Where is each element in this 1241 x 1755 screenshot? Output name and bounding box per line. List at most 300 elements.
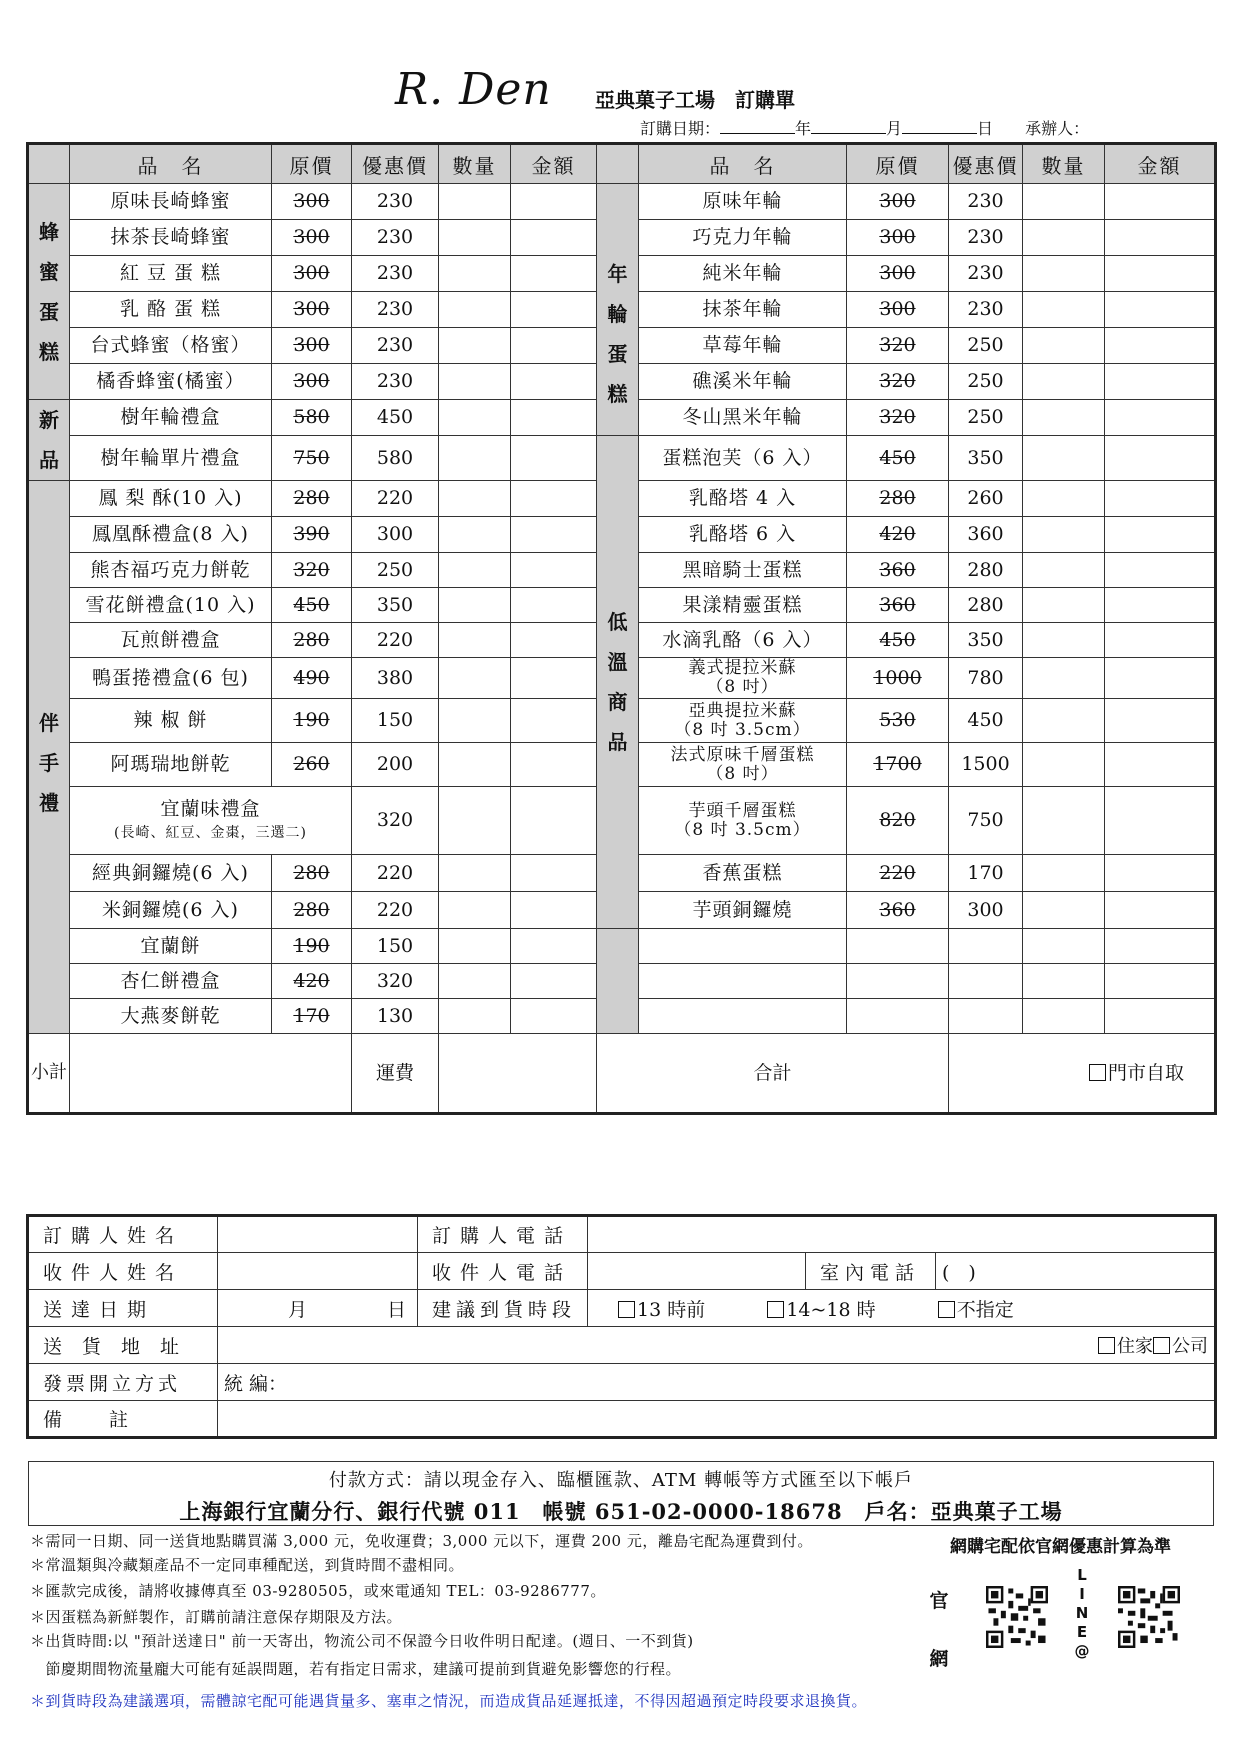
left-item-disc-price bbox=[352, 292, 439, 328]
memo-label: 備 註 bbox=[28, 1401, 218, 1438]
month-field[interactable] bbox=[811, 120, 886, 134]
right-item-name bbox=[639, 553, 847, 588]
left-item-name-label: 橘香蜂蜜(橘蜜） bbox=[96, 370, 245, 393]
right-qty-field[interactable] bbox=[1023, 400, 1105, 436]
right-amt-field[interactable] bbox=[1105, 929, 1216, 964]
note-freshness: ＊因蛋糕為新鮮製作，訂購前請注意保存期限及方法。 bbox=[30, 1608, 403, 1626]
table-row bbox=[28, 929, 1216, 964]
left-item-name bbox=[70, 517, 272, 553]
header-amt-left: 金額 bbox=[511, 144, 597, 184]
receiver-name-label: 收件人姓名 bbox=[28, 1253, 218, 1290]
right-item-name bbox=[639, 929, 847, 964]
left-qty-field[interactable] bbox=[439, 787, 511, 855]
year-label: 年 bbox=[795, 119, 812, 138]
right-qty-field[interactable] bbox=[1023, 553, 1105, 588]
right-item-orig-price bbox=[847, 292, 949, 328]
left-item-orig-price-value: 280 bbox=[293, 487, 330, 510]
left-item-orig-price-value: 750 bbox=[293, 446, 330, 469]
right-qty-field[interactable] bbox=[1023, 964, 1105, 999]
right-amt-field[interactable] bbox=[1105, 999, 1216, 1034]
left-item-disc-price bbox=[352, 256, 439, 292]
right-item-disc-price bbox=[949, 481, 1023, 517]
left-item-name-label: 鳳 梨 酥(10 入) bbox=[98, 487, 243, 510]
memo-field[interactable] bbox=[218, 1401, 1216, 1438]
left-item-name-label: 樹年輪禮盒 bbox=[120, 406, 221, 429]
subtotal-field[interactable] bbox=[70, 1034, 352, 1114]
company-checkbox[interactable] bbox=[1153, 1337, 1170, 1354]
header-name-right: 品 名 bbox=[639, 144, 847, 184]
left-amt-field[interactable] bbox=[511, 517, 597, 553]
left-item-disc-price-value: 350 bbox=[376, 593, 414, 616]
right-item-orig-price bbox=[847, 184, 949, 220]
right-item-orig-price bbox=[847, 481, 949, 517]
product-table bbox=[26, 142, 1217, 1115]
right-item-name-label: 礁溪米年輪 bbox=[692, 370, 793, 393]
left-item-orig-price-value: 300 bbox=[293, 262, 330, 285]
left-amt-field[interactable] bbox=[511, 588, 597, 623]
right-amt-field[interactable] bbox=[1105, 743, 1216, 787]
left-qty-field[interactable] bbox=[439, 553, 511, 588]
right-item-disc-price bbox=[949, 436, 1023, 481]
left-amt-field[interactable] bbox=[511, 328, 597, 364]
header-qty-left: 數量 bbox=[439, 144, 511, 184]
left-item-orig-price-value: 450 bbox=[293, 593, 330, 616]
right-item-disc-price bbox=[949, 553, 1023, 588]
header-cat-right bbox=[597, 144, 639, 184]
left-amt-field[interactable] bbox=[511, 220, 597, 256]
left-item-disc-price-value: 250 bbox=[376, 558, 414, 581]
left-qty-field[interactable] bbox=[439, 658, 511, 699]
left-item-name bbox=[70, 855, 272, 892]
left-item-disc-price-value: 150 bbox=[376, 934, 414, 957]
left-item-orig-price bbox=[272, 588, 352, 623]
brand-logo: R. Den bbox=[395, 64, 552, 115]
right-item-disc-price-value: 360 bbox=[967, 523, 1004, 546]
official-site-qr-icon[interactable] bbox=[986, 1584, 1048, 1650]
right-qty-field[interactable] bbox=[1023, 999, 1105, 1034]
right-item-orig-price bbox=[847, 743, 949, 787]
buyer-row bbox=[28, 1216, 1216, 1253]
pickup-label: 門市自取 bbox=[1107, 1061, 1184, 1084]
right-qty-field[interactable] bbox=[1023, 743, 1105, 787]
right-amt-field[interactable] bbox=[1105, 517, 1216, 553]
left-qty-field[interactable] bbox=[439, 623, 511, 658]
header-amt-right: 金額 bbox=[1105, 144, 1216, 184]
right-item-name bbox=[639, 292, 847, 328]
left-qty-field[interactable] bbox=[439, 743, 511, 787]
left-item-name-subtitle: (長崎、紅豆、金棗，三選二) bbox=[114, 825, 307, 842]
day-label: 日 bbox=[977, 119, 994, 138]
left-item-name-label: 乳 酪 蛋 糕 bbox=[119, 298, 222, 321]
left-item-disc-price bbox=[352, 328, 439, 364]
left-item-name bbox=[70, 658, 272, 699]
left-item-name bbox=[70, 481, 272, 517]
left-item-disc-price bbox=[352, 588, 439, 623]
right-amt-field[interactable] bbox=[1105, 292, 1216, 328]
right-item-name bbox=[639, 220, 847, 256]
left-amt-field[interactable] bbox=[511, 481, 597, 517]
left-item-orig-price-value: 190 bbox=[293, 709, 330, 732]
right-item-name-label: 抹茶年輪 bbox=[702, 298, 783, 321]
slot2-label: 14~18 時 bbox=[786, 1298, 876, 1321]
left-item-orig-price bbox=[272, 743, 352, 787]
right-qty-field[interactable] bbox=[1023, 517, 1105, 553]
home-phone-field[interactable]: ( ) bbox=[936, 1253, 1216, 1290]
right-item-name-label: 乳酪塔 4 入 bbox=[688, 487, 797, 510]
left-item-disc-price bbox=[352, 999, 439, 1034]
receiver-phone-field[interactable] bbox=[588, 1253, 806, 1290]
left-amt-field[interactable] bbox=[511, 256, 597, 292]
receiver-name-field[interactable] bbox=[218, 1253, 418, 1290]
delivery-time-warning: ＊到貨時段為建議選項，需體諒宅配可能遇貨量多、塞車之情況，而造成貨品延遲抵達，不得因超過預定時段要求退換貨。 bbox=[30, 1692, 868, 1710]
left-item-orig-price bbox=[272, 436, 352, 481]
left-qty-field[interactable] bbox=[439, 929, 511, 964]
left-item-orig-price bbox=[272, 481, 352, 517]
right-amt-field[interactable] bbox=[1105, 184, 1216, 220]
right-item-disc-price bbox=[949, 699, 1023, 743]
left-amt-field[interactable] bbox=[511, 892, 597, 929]
left-item-disc-price-value: 230 bbox=[376, 334, 414, 357]
payment-box bbox=[28, 1461, 1214, 1526]
right-item-name bbox=[639, 328, 847, 364]
buyer-phone-field[interactable] bbox=[588, 1216, 1216, 1253]
right-item-disc-price bbox=[949, 623, 1023, 658]
left-item-name bbox=[70, 292, 272, 328]
left-amt-field[interactable] bbox=[511, 787, 597, 855]
right-item-orig-price-value: 360 bbox=[879, 898, 916, 921]
left-qty-field[interactable] bbox=[439, 364, 511, 400]
right-item-name-label: 芋頭千層蛋糕 bbox=[688, 800, 797, 821]
official-site-label: 官 網 bbox=[929, 1590, 949, 1670]
right-item-disc-price-value: 350 bbox=[967, 446, 1004, 469]
page-title: 亞典菓子工場 訂購單 bbox=[595, 88, 795, 112]
right-item-disc-price bbox=[949, 256, 1023, 292]
right-item-name-label: 香蕉蛋糕 bbox=[702, 861, 783, 884]
right-item-disc-price bbox=[949, 999, 1023, 1034]
right-item-name bbox=[639, 855, 847, 892]
left-item-disc-price bbox=[352, 364, 439, 400]
right-item-orig-price bbox=[847, 929, 949, 964]
right-item-disc-price bbox=[949, 220, 1023, 256]
left-item-orig-price-value: 280 bbox=[293, 898, 330, 921]
time-slot-options bbox=[588, 1290, 1216, 1327]
left-amt-field[interactable] bbox=[511, 964, 597, 999]
right-amt-field[interactable] bbox=[1105, 964, 1216, 999]
right-item-orig-price-value: 450 bbox=[879, 446, 916, 469]
right-item-name-label: 巧克力年輪 bbox=[692, 226, 793, 249]
left-qty-field[interactable] bbox=[439, 964, 511, 999]
receiver-row bbox=[28, 1253, 1216, 1290]
left-qty-field[interactable] bbox=[439, 855, 511, 892]
left-item-orig-price bbox=[272, 892, 352, 929]
right-item-orig-price-value: 320 bbox=[879, 406, 916, 429]
left-amt-field[interactable] bbox=[511, 553, 597, 588]
left-item-disc-price bbox=[352, 517, 439, 553]
left-item-name bbox=[70, 436, 272, 481]
day-field[interactable] bbox=[902, 120, 977, 134]
right-item-name-subtitle: （8 吋 3.5cm） bbox=[674, 819, 811, 840]
shipping-field[interactable] bbox=[439, 1034, 597, 1114]
payment-method: 付款方式：請以現金存入、臨櫃匯款、ATM 轉帳等方式匯至以下帳戶 bbox=[328, 1470, 914, 1491]
address-field[interactable] bbox=[218, 1327, 1216, 1364]
left-item-orig-price bbox=[272, 553, 352, 588]
left-item-name bbox=[70, 787, 352, 855]
slot1-checkbox[interactable] bbox=[618, 1301, 635, 1318]
left-qty-field[interactable] bbox=[439, 588, 511, 623]
home-label: 住家 bbox=[1117, 1336, 1154, 1357]
left-item-disc-price-value: 200 bbox=[376, 753, 414, 776]
left-qty-field[interactable] bbox=[439, 892, 511, 929]
right-amt-field[interactable] bbox=[1105, 400, 1216, 436]
right-item-name-label: 乳酪塔 6 入 bbox=[688, 523, 797, 546]
right-amt-field[interactable] bbox=[1105, 787, 1216, 855]
right-item-name bbox=[639, 964, 847, 999]
right-item-name bbox=[639, 588, 847, 623]
right-item-orig-price-value: 360 bbox=[879, 593, 916, 616]
left-item-name bbox=[70, 892, 272, 929]
left-amt-field[interactable] bbox=[511, 699, 597, 743]
right-amt-field[interactable] bbox=[1105, 256, 1216, 292]
line-qr-icon[interactable] bbox=[1118, 1584, 1180, 1650]
right-qty-field[interactable] bbox=[1023, 256, 1105, 292]
slot3-label: 不指定 bbox=[956, 1298, 1014, 1321]
right-item-name bbox=[639, 400, 847, 436]
right-item-name-label: 草莓年輪 bbox=[702, 334, 783, 357]
right-item-name bbox=[639, 787, 847, 855]
left-amt-field[interactable] bbox=[511, 658, 597, 699]
home-phone-label: 室內電話 bbox=[806, 1253, 936, 1290]
right-item-disc-price bbox=[949, 400, 1023, 436]
header-orig-right: 原價 bbox=[847, 144, 949, 184]
right-qty-field[interactable] bbox=[1023, 699, 1105, 743]
left-item-orig-price-value: 260 bbox=[293, 753, 330, 776]
left-item-disc-price-value: 230 bbox=[376, 298, 414, 321]
right-item-orig-price bbox=[847, 964, 949, 999]
right-qty-field[interactable] bbox=[1023, 588, 1105, 623]
memo-row bbox=[28, 1401, 1216, 1438]
right-item-orig-price bbox=[847, 623, 949, 658]
left-item-disc-price-value: 230 bbox=[376, 262, 414, 285]
right-item-name-label: 冬山黑米年輪 bbox=[682, 406, 803, 429]
right-item-name bbox=[639, 517, 847, 553]
left-amt-field[interactable] bbox=[511, 855, 597, 892]
left-qty-field[interactable] bbox=[439, 999, 511, 1034]
right-amt-field[interactable] bbox=[1105, 699, 1216, 743]
left-item-disc-price bbox=[352, 892, 439, 929]
right-amt-field[interactable] bbox=[1105, 364, 1216, 400]
left-item-disc-price-value: 230 bbox=[376, 226, 414, 249]
left-item-name-label: 宜蘭味禮盒 bbox=[160, 798, 261, 821]
slot3-checkbox[interactable] bbox=[938, 1301, 955, 1318]
right-amt-field[interactable] bbox=[1105, 553, 1216, 588]
left-amt-field[interactable] bbox=[511, 292, 597, 328]
right-amt-field[interactable] bbox=[1105, 328, 1216, 364]
left-item-name-label: 瓦煎餅禮盒 bbox=[120, 628, 221, 651]
right-amt-field[interactable] bbox=[1105, 658, 1216, 699]
right-amt-field[interactable] bbox=[1105, 588, 1216, 623]
right-item-disc-price-value: 230 bbox=[967, 298, 1004, 321]
time-slot-label: 建議到貨時段 bbox=[418, 1290, 588, 1327]
left-item-disc-price-value: 580 bbox=[376, 446, 414, 469]
right-item-name-label: 黑暗騎士蛋糕 bbox=[682, 558, 803, 581]
left-item-disc-price-value: 150 bbox=[376, 709, 414, 732]
left-item-name bbox=[70, 623, 272, 658]
right-item-orig-price-value: 360 bbox=[879, 558, 916, 581]
right-item-name-subtitle: （8 吋 3.5cm） bbox=[674, 719, 811, 740]
left-qty-field[interactable] bbox=[439, 292, 511, 328]
left-item-name-label: 辣 椒 餅 bbox=[133, 709, 208, 732]
left-item-name bbox=[70, 699, 272, 743]
left-item-orig-price-value: 170 bbox=[293, 1004, 330, 1027]
left-item-disc-price bbox=[352, 787, 439, 855]
left-qty-field[interactable] bbox=[439, 517, 511, 553]
right-item-disc-price-value: 250 bbox=[967, 406, 1004, 429]
delivery-month-label: 月 bbox=[288, 1298, 308, 1321]
left-item-disc-price-value: 320 bbox=[376, 969, 414, 992]
left-item-disc-price-value: 320 bbox=[376, 809, 414, 832]
left-amt-field[interactable] bbox=[511, 929, 597, 964]
category-baumkuchen: 年 輪 蛋 糕 bbox=[597, 184, 639, 436]
right-qty-field[interactable] bbox=[1023, 787, 1105, 855]
left-item-orig-price-value: 300 bbox=[293, 370, 330, 393]
right-amt-field[interactable] bbox=[1105, 436, 1216, 481]
right-item-disc-price-value: 170 bbox=[967, 861, 1004, 884]
left-qty-field[interactable] bbox=[439, 400, 511, 436]
delivery-date-field[interactable] bbox=[218, 1290, 418, 1327]
note-shipping: ＊需同一日期、同一送貨地點購買滿 3,000 元，免收運費；3,000 元以下，運費 200 元，離島宅配為運費到付。 bbox=[30, 1532, 813, 1550]
right-amt-field[interactable] bbox=[1105, 892, 1216, 929]
right-qty-field[interactable] bbox=[1023, 658, 1105, 699]
left-item-disc-price bbox=[352, 743, 439, 787]
left-amt-field[interactable] bbox=[511, 999, 597, 1034]
right-amt-field[interactable] bbox=[1105, 481, 1216, 517]
left-item-disc-price bbox=[352, 220, 439, 256]
left-item-name-label: 抹茶長崎蜂蜜 bbox=[110, 226, 231, 249]
left-item-orig-price-value: 580 bbox=[293, 406, 330, 429]
left-qty-field[interactable] bbox=[439, 436, 511, 481]
right-item-orig-price bbox=[847, 328, 949, 364]
right-qty-field[interactable] bbox=[1023, 929, 1105, 964]
right-qty-field[interactable] bbox=[1023, 184, 1105, 220]
buyer-name-field[interactable] bbox=[218, 1216, 418, 1253]
right-item-disc-price bbox=[949, 855, 1023, 892]
left-qty-field[interactable] bbox=[439, 184, 511, 220]
left-amt-field[interactable] bbox=[511, 400, 597, 436]
right-amt-field[interactable] bbox=[1105, 220, 1216, 256]
shipping-label: 運費 bbox=[352, 1034, 439, 1114]
right-amt-field[interactable] bbox=[1105, 623, 1216, 658]
left-item-name bbox=[70, 328, 272, 364]
line-label: L I N E @ bbox=[1074, 1566, 1090, 1660]
right-item-disc-price-value: 780 bbox=[967, 666, 1004, 689]
right-qty-field[interactable] bbox=[1023, 220, 1105, 256]
right-qty-field[interactable] bbox=[1023, 436, 1105, 481]
left-qty-field[interactable] bbox=[439, 699, 511, 743]
left-amt-field[interactable] bbox=[511, 184, 597, 220]
left-item-disc-price bbox=[352, 964, 439, 999]
left-item-orig-price bbox=[272, 364, 352, 400]
pickup-checkbox[interactable] bbox=[1089, 1064, 1106, 1081]
left-amt-field[interactable] bbox=[511, 743, 597, 787]
left-item-name bbox=[70, 364, 272, 400]
right-qty-field[interactable] bbox=[1023, 481, 1105, 517]
right-qty-field[interactable] bbox=[1023, 292, 1105, 328]
right-item-orig-price-value: 320 bbox=[879, 370, 916, 393]
note-dispatch: ＊出貨時間:以 "預計送達日" 前一天寄出，物流公司不保證今日收件明日配達。(週日、一不到貨) bbox=[30, 1632, 694, 1650]
left-amt-field[interactable] bbox=[511, 436, 597, 481]
right-item-disc-price bbox=[949, 892, 1023, 929]
year-field[interactable] bbox=[720, 120, 795, 134]
order-date-line bbox=[640, 116, 1089, 139]
header-orig-left: 原價 bbox=[272, 144, 352, 184]
buyer-phone-label: 訂購人電話 bbox=[418, 1216, 588, 1253]
left-item-orig-price bbox=[272, 328, 352, 364]
right-qty-field[interactable] bbox=[1023, 623, 1105, 658]
right-item-orig-price bbox=[847, 364, 949, 400]
left-item-name-label: 鴨蛋捲禮盒(6 包) bbox=[92, 666, 249, 689]
invoice-row bbox=[28, 1364, 1216, 1401]
right-item-name-label: 原味年輪 bbox=[702, 190, 783, 213]
address-label: 送貨地址 bbox=[28, 1327, 218, 1364]
right-qty-field[interactable] bbox=[1023, 892, 1105, 929]
right-item-disc-price bbox=[949, 292, 1023, 328]
left-amt-field[interactable] bbox=[511, 623, 597, 658]
left-item-orig-price bbox=[272, 256, 352, 292]
left-item-name-label: 阿瑪瑞地餅乾 bbox=[110, 753, 231, 776]
left-item-orig-price bbox=[272, 658, 352, 699]
right-item-disc-price-value: 350 bbox=[967, 628, 1004, 651]
right-item-disc-price bbox=[949, 743, 1023, 787]
tax-id-field[interactable]: 統 編： bbox=[218, 1364, 1216, 1401]
left-item-name bbox=[70, 743, 272, 787]
left-qty-field[interactable] bbox=[439, 256, 511, 292]
right-item-name bbox=[639, 481, 847, 517]
right-item-disc-price-value: 230 bbox=[967, 262, 1004, 285]
totals-row bbox=[28, 1034, 1216, 1114]
right-item-orig-price bbox=[847, 436, 949, 481]
home-checkbox[interactable] bbox=[1098, 1337, 1115, 1354]
table-header-row bbox=[28, 144, 1216, 184]
right-item-orig-price bbox=[847, 855, 949, 892]
right-item-disc-price bbox=[949, 328, 1023, 364]
total-label: 合計 bbox=[597, 1034, 949, 1114]
right-item-orig-price bbox=[847, 892, 949, 929]
left-item-orig-price bbox=[272, 292, 352, 328]
right-item-name-label: 純米年輪 bbox=[702, 262, 783, 285]
subtotal-label: 小計 bbox=[28, 1034, 70, 1114]
right-item-orig-price bbox=[847, 588, 949, 623]
right-item-name-label: 芋頭銅鑼燒 bbox=[692, 898, 793, 921]
right-item-name bbox=[639, 699, 847, 743]
right-qty-field[interactable] bbox=[1023, 328, 1105, 364]
left-qty-field[interactable] bbox=[439, 328, 511, 364]
right-item-orig-price bbox=[847, 400, 949, 436]
left-amt-field[interactable] bbox=[511, 364, 597, 400]
table-row bbox=[28, 184, 1216, 220]
slot2-checkbox[interactable] bbox=[767, 1301, 784, 1318]
left-item-name-label: 紅 豆 蛋 糕 bbox=[119, 262, 222, 285]
right-item-orig-price-value: 420 bbox=[879, 523, 916, 546]
right-qty-field[interactable] bbox=[1023, 364, 1105, 400]
left-qty-field[interactable] bbox=[439, 481, 511, 517]
right-amt-field[interactable] bbox=[1105, 855, 1216, 892]
right-item-name-label: 水滴乳酪（6 入） bbox=[662, 628, 823, 651]
left-item-orig-price-value: 300 bbox=[293, 190, 330, 213]
right-qty-field[interactable] bbox=[1023, 855, 1105, 892]
left-qty-field[interactable] bbox=[439, 220, 511, 256]
left-item-name-label: 米銅鑼燒(6 入) bbox=[102, 898, 239, 921]
left-item-disc-price-value: 220 bbox=[376, 487, 414, 510]
